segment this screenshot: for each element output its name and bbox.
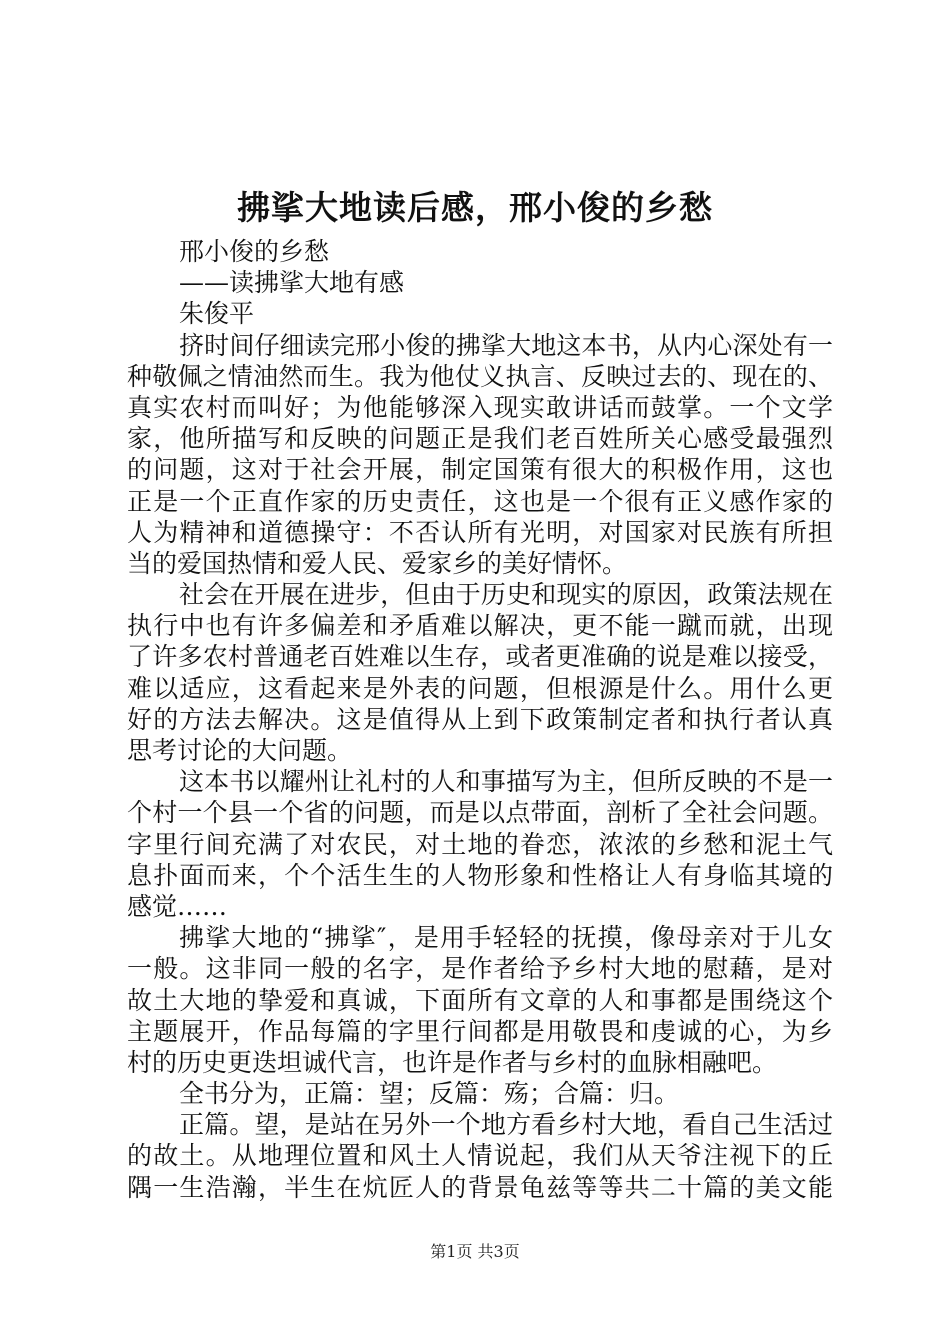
- body-line: 种敬佩之情油然而生。我为他仗义执言、反映过去的、现在的、: [127, 361, 833, 391]
- body-line: 正是一个正直作家的历史责任，这也是一个很有正义感作家的: [127, 486, 833, 516]
- body-line: 家，他所描写和反映的问题正是我们老百姓所关心感受最强烈: [127, 424, 833, 454]
- body-line: 个村一个县一个省的问题，而是以点带面，剖析了全社会问题。: [127, 798, 833, 828]
- body-line: 感觉……: [127, 891, 228, 921]
- body-line: 当的爱国热情和爱人民、爱家乡的美好情怀。: [127, 548, 628, 578]
- body-line: 隅一生浩瀚，半生在炕匠人的背景龟兹等等共二十篇的美文能: [127, 1172, 833, 1202]
- body-line: 朱俊平: [179, 299, 255, 329]
- body-line: 好的方法去解决。这是值得从上到下政策制定者和执行者认真: [127, 704, 833, 734]
- body-line: 村的历史更迭坦诚代言，也许是作者与乡村的血脉相融吧。: [127, 1047, 778, 1077]
- body-line: 拂挲大地的“拂挲″，是用手轻轻的抚摸，像母亲对于儿女: [179, 923, 833, 953]
- body-line: 一般。这非同一般的名字，是作者给予乡村大地的慰藉，是对: [127, 954, 833, 984]
- body-line: 社会在开展在进步，但由于历史和现实的原因，政策法规在: [179, 580, 833, 610]
- body-line: 故土大地的挚爱和真诚，下面所有文章的人和事都是围绕这个: [127, 985, 833, 1015]
- body-line: 了许多农村普通老百姓难以生存，或者更准确的说是难以接受，: [127, 642, 833, 672]
- page-number-footer: 第1页 共3页: [430, 1242, 520, 1261]
- body-line: 挤时间仔细读完邢小俊的拂挲大地这本书，从内心深处有一: [179, 330, 833, 360]
- body-line: ——读拂挲大地有感: [179, 268, 405, 298]
- body-line: 正篇。望，是站在另外一个地方看乡村大地，看自己生活过: [179, 1110, 833, 1140]
- body-line: 思考讨论的大问题。: [127, 736, 353, 765]
- body-line: 执行中也有许多偏差和矛盾难以解决，更不能一蹴而就，出现: [127, 611, 833, 641]
- body-line: 主题展开，作品每篇的字里行间都是用敬畏和虔诚的心，为乡: [127, 1016, 833, 1046]
- body-line: 邢小俊的乡愁: [179, 237, 330, 266]
- body-line: 全书分为，正篇：望；反篇：殇；合篇：归。: [179, 1079, 680, 1109]
- body-line: 的故土。从地理位置和风土人情说起，我们从天爷注视下的丘: [127, 1141, 833, 1171]
- document-body: [127, 236, 833, 1203]
- body-line: 人为精神和道德操守：不否认所有光明，对国家对民族有所担: [127, 517, 833, 547]
- body-line: 真实农村而叫好；为他能够深入现实敢讲话而鼓掌。一个文学: [127, 392, 833, 422]
- document-title: 拂挲大地读后感，邢小俊的乡愁: [237, 188, 713, 227]
- body-line: 息扑面而来，个个活生生的人物形象和性格让人有身临其境的: [127, 860, 833, 890]
- body-line: 难以适应，这看起来是外表的问题，但根源是什么。用什么更: [127, 673, 833, 703]
- body-line: 字里行间充满了对农民，对土地的眷恋，浓浓的乡愁和泥土气: [127, 829, 833, 859]
- body-line: 这本书以耀州让礼村的人和事描写为主，但所反映的不是一: [179, 767, 833, 797]
- body-line: 的问题，这对于社会开展，制定国策有很大的积极作用，这也: [127, 455, 833, 485]
